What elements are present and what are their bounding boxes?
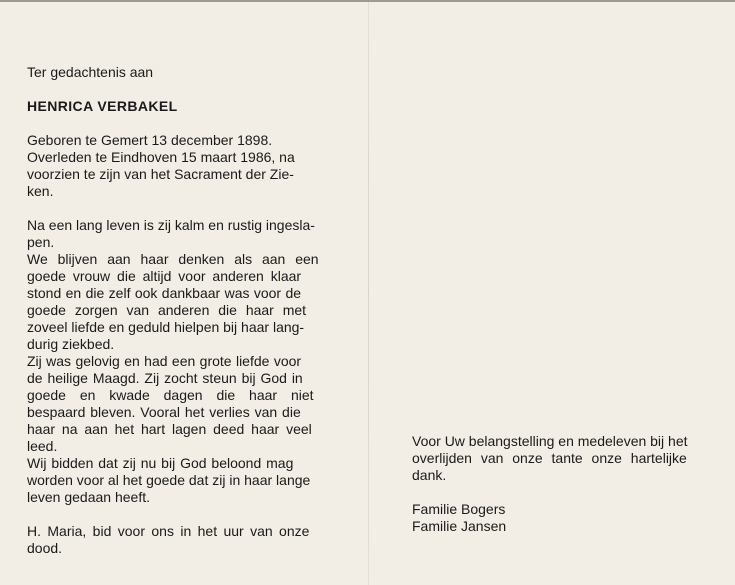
birth-line: Geboren te Gemert 13 december 1898.	[27, 132, 273, 148]
death-line	[27, 149, 327, 166]
eulogy-line: bespaard bleven. Vooral het verlies van die	[27, 404, 301, 420]
eulogy-line: Wij bidden dat zij nu bij God beloond mag	[27, 455, 294, 471]
eulogy-line: zoveel liefde en geduld hielpen bij haar lang-	[27, 319, 305, 335]
card-fold-line	[368, 0, 369, 585]
eulogy-line: leven gedaan heeft.	[27, 489, 150, 505]
eulogy-line: Na een lang leven is zij kalm en rustig ingesla-	[27, 217, 315, 233]
intro-text: Ter gedachtenis aan	[27, 64, 154, 80]
eulogy-line: durig ziekbed.	[27, 336, 115, 352]
eulogy-line: worden voor al het goede dat zij in haar lange	[27, 472, 311, 488]
deceased-name: HENRICA VERBAKEL	[27, 98, 178, 114]
family-name: Familie Bogers	[412, 501, 506, 517]
eulogy-line: goede vrouw die altijd voor anderen klaar	[27, 268, 302, 284]
eulogy-block	[27, 217, 327, 506]
thanks-block	[412, 433, 708, 484]
prayer-line: dood.	[27, 540, 63, 556]
eulogy-line: stond en die zelf ook dankbaar was voor de	[27, 285, 302, 301]
eulogy-line: goede en kwade dagen die haar niet	[27, 387, 314, 403]
eulogy-line: haar na aan het hart lagen deed haar veel	[27, 421, 312, 437]
left-panel	[27, 64, 327, 557]
birth-death-block	[27, 132, 327, 200]
family-name: Familie Jansen	[412, 518, 507, 534]
sacrament-line	[27, 166, 327, 183]
eulogy-line: goede zorgen van anderen die haar met	[27, 302, 307, 318]
thanks-line: overlijden van onze tante onze hartelijke	[412, 450, 687, 466]
thanks-line: Voor Uw belangstelling en medeleven bij het	[412, 433, 688, 449]
eulogy-line: de heilige Maagd. Zij zocht steun bij God in	[27, 370, 303, 386]
sacrament-line-end: ken.	[27, 183, 54, 199]
eulogy-line: Zij was gelovig en had een grote liefde voor	[27, 353, 302, 369]
death-line-text: Overleden te Eindhoven 15 maart 1986, na	[27, 149, 295, 165]
eulogy-line: pen.	[27, 234, 55, 250]
family-signatures	[412, 501, 708, 535]
prayer-line: H. Maria, bid voor ons in het uur van onze	[27, 523, 310, 539]
sacrament-line-text: voorzien te zijn van het Sacrament der Zie-	[27, 166, 294, 182]
right-panel	[412, 433, 708, 535]
eulogy-line: We blijven aan haar denken als aan een	[27, 251, 319, 267]
prayer-block	[27, 523, 327, 557]
eulogy-line: leed.	[27, 438, 58, 454]
thanks-line: dank.	[412, 467, 447, 483]
